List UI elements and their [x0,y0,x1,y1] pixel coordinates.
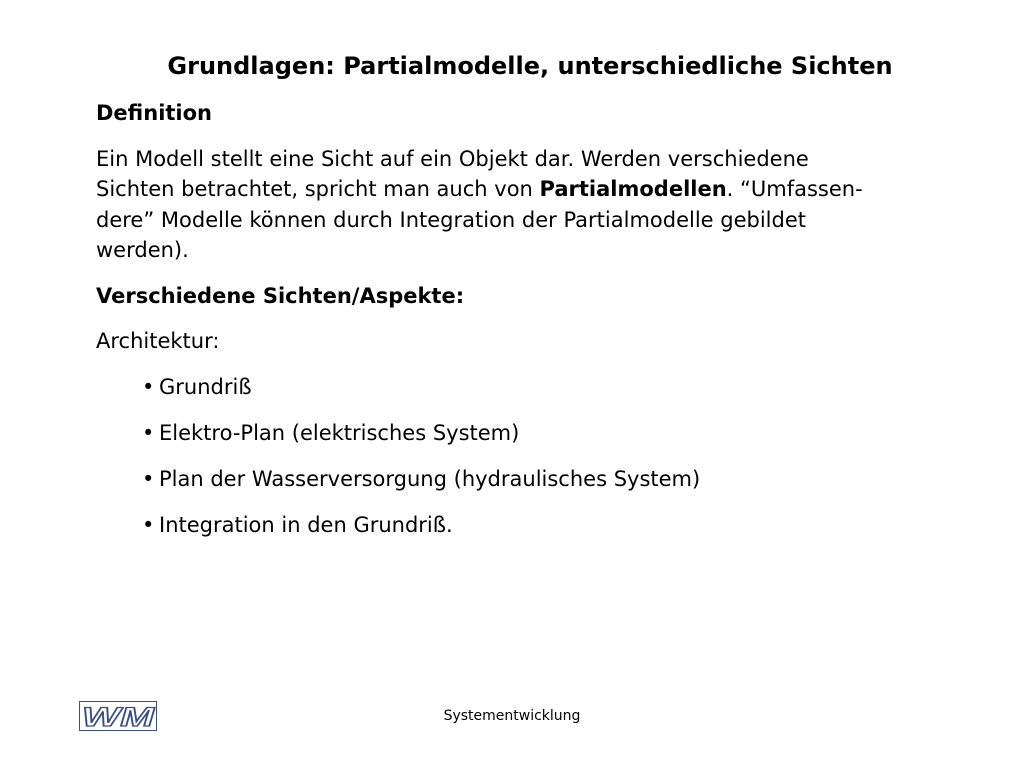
architecture-bullet-list [96,372,936,541]
bullet-icon: • [142,374,155,399]
footer-title: Systementwicklung [443,708,581,724]
definition-heading: Definition [96,101,213,125]
definition-line-1: Ein Modell stellt eine Sicht auf ein Objekt dar. Werden verschiedene [96,146,809,171]
definition-line-2-start: Sichten betrachtet, spricht man auch von [96,177,540,201]
partialmodellen-term: Partialmodellen [539,177,727,201]
list-item-text: Integration in den Grundriß. [159,512,453,537]
list-item [142,510,936,541]
definition-line-2-end: . “Umfassen- [726,177,863,201]
slide-title: Grundlagen: Partialmodelle, unterschiedliche Sichten [167,52,893,80]
bullet-icon: • [142,466,155,491]
architecture-label: Architektur: [96,329,220,353]
definition-line-2 [96,174,936,205]
bullet-icon: • [142,420,155,445]
bullet-icon: • [142,512,155,537]
aspects-heading: Verschiedene Sichten/Aspekte: [96,283,465,308]
slide-body [96,98,936,556]
list-item-text: Elektro-Plan (elektrisches System) [159,420,520,445]
svg-text:WM: WM [82,702,155,731]
definition-line-3: dere” Modelle können durch Integration der Partialmodelle gebildet [96,207,807,232]
definition-line-4: werden). [96,238,189,262]
list-item [142,418,936,449]
list-item-text: Grundriß [159,374,252,399]
list-item [142,464,936,495]
list-item-text: Plan der Wasserversorgung (hydraulisches System) [159,466,701,491]
definition-paragraph [96,144,936,266]
list-item [142,372,936,403]
